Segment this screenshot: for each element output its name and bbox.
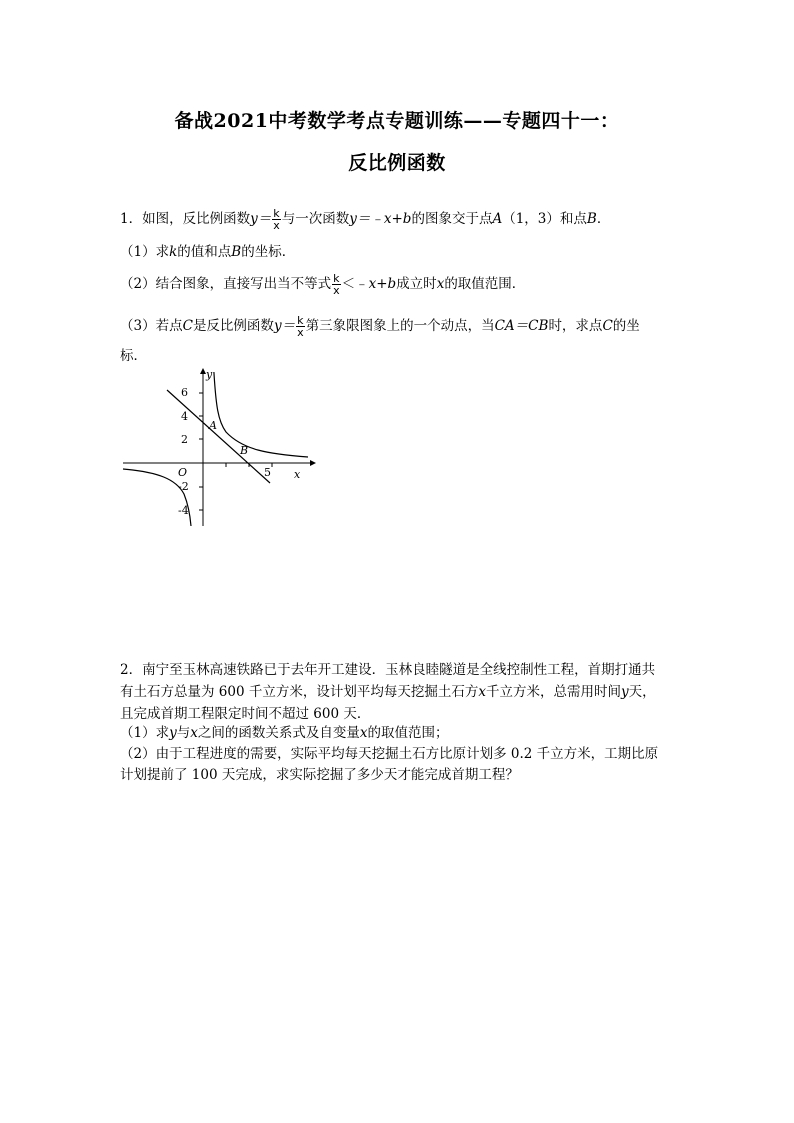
x-axis-arrow	[310, 460, 316, 466]
q1-text: ．	[596, 211, 611, 227]
y-tick-label: 4	[181, 410, 188, 423]
q1-part-1: （1）求k的值和点B的坐标．	[120, 244, 296, 260]
q1-point-a: A	[492, 211, 503, 227]
q2-part-2-continued: 计划提前了 100 天完成，求实际挖掘了多少天才能完成首期工程？	[120, 767, 519, 783]
fraction-k-over-x: $\frac{k}{x}$	[273, 207, 280, 232]
q1-part-2: （2）结合图象，直接写出当不等式 $\frac{k}{x}$ ＜﹣x+b成立时x的取值范围．	[120, 272, 526, 297]
y-tick-label: 6	[181, 386, 188, 399]
hyperbola-first-quadrant	[214, 372, 308, 457]
page-title-line-1: 备战2021中考数学考点专题训练——专题四十一：	[174, 110, 620, 132]
q2-line-2: 有土石方总量为 600 千立方米，设计划平均每天挖掘土石方x千立方米，总需用时间y天，	[120, 684, 656, 700]
y-axis-label: y	[206, 368, 213, 381]
q1-text: 的图象交于点	[411, 211, 493, 227]
q1-y-eq: y＝	[250, 211, 272, 227]
page-title-line-2: 反比例函数	[348, 152, 446, 174]
q2-line-3: 且完成首期工程限定时间不超过 600 天．	[120, 706, 371, 722]
q1-part-3: （3）若点C是反比例函数y＝ $\frac{k}{x}$ 第三象限图象上的一个动点，当CA＝CB时，求点C的坐	[120, 314, 640, 339]
y-tick-label: -4	[178, 504, 189, 517]
q1-text: 1．如图，反比例函数	[120, 211, 251, 227]
q1-text: 与一次函数	[281, 211, 350, 227]
q1-part-3-continued: 标．	[120, 348, 147, 364]
point-a-label: A	[209, 419, 217, 432]
function-graph	[118, 366, 318, 531]
y-tick-label: 2	[181, 433, 188, 446]
q2-line-1: 2．南宁至玉林高速铁路已于去年开工建设．玉林良睦隧道是全线控制性工程，首期打通共	[120, 662, 656, 678]
q1-statement	[120, 208, 610, 231]
y-tick-label: -2	[178, 480, 189, 493]
x-tick-label: 5	[264, 466, 271, 479]
fraction-k-over-x: $\frac{k}{x}$	[333, 272, 340, 297]
x-axis-label: x	[294, 468, 301, 481]
q1-point-b: B	[586, 211, 597, 227]
fraction-k-over-x: $\frac{k}{x}$	[297, 314, 304, 339]
q1-linear-eq: y＝﹣x+b	[349, 211, 412, 227]
q1-text: （1，3）和点	[502, 211, 587, 227]
origin-label: O	[178, 466, 188, 479]
q2-part-1: （1）求y与x之间的函数关系式及自变量x的取值范围；	[120, 725, 449, 741]
point-b-label: B	[240, 444, 249, 457]
q2-part-2: （2）由于工程进度的需要，实际平均每天挖掘土石方比原计划多 0.2 千立方米，工期比原	[120, 746, 659, 762]
